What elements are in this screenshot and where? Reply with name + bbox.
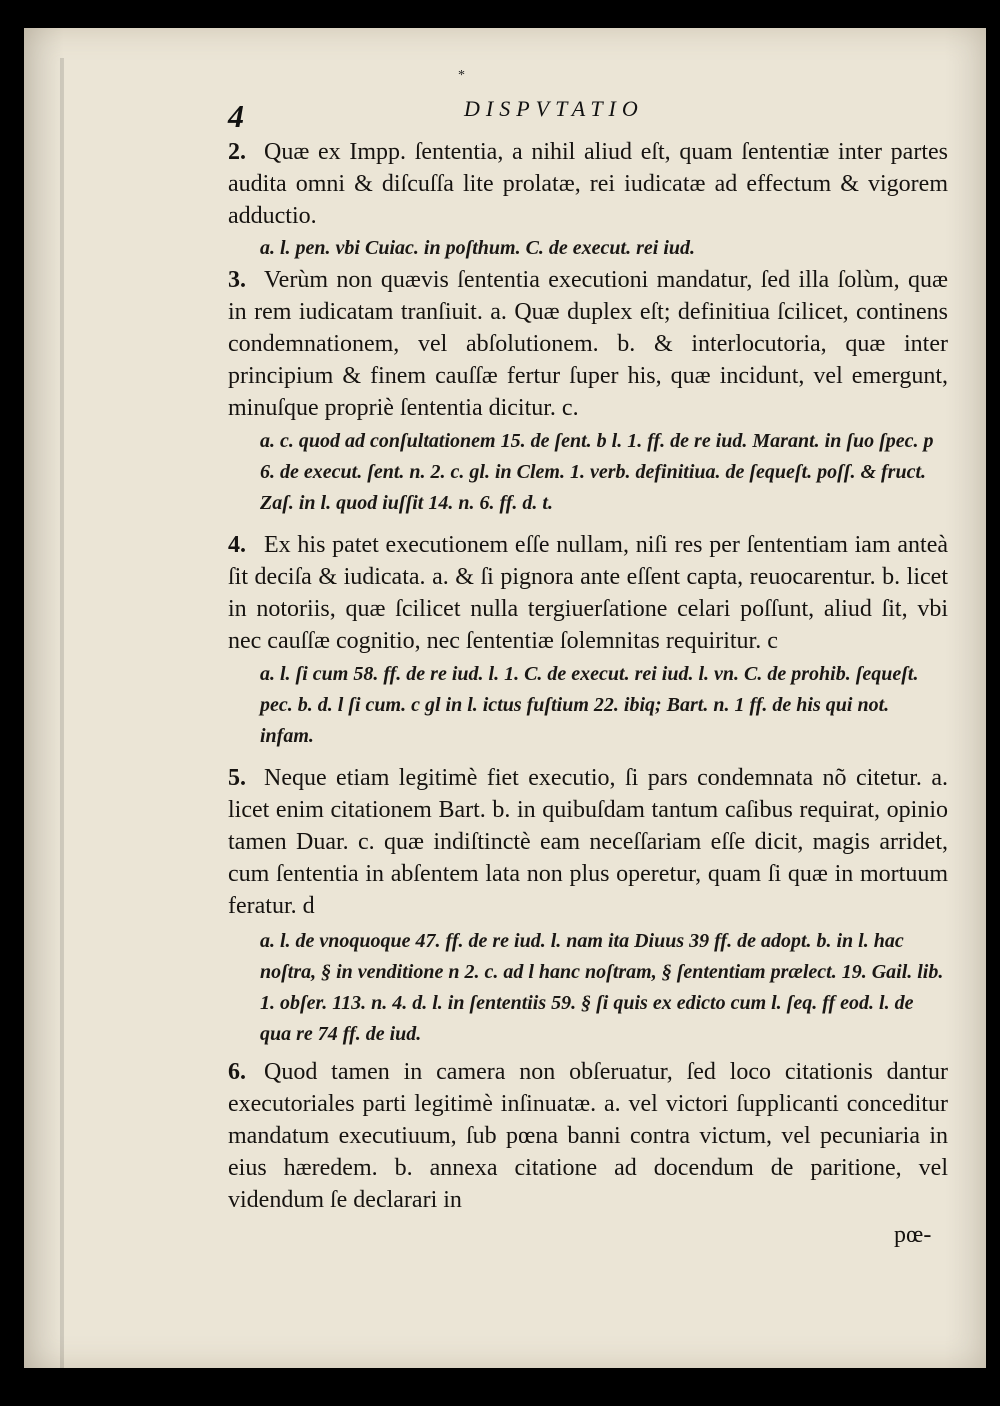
paragraph-5 [228, 762, 948, 922]
paragraph-number: 4. [228, 532, 246, 558]
paragraph-text: Quæ ex Impp. ſententia, a nihil aliud eſt, quam ſententiæ inter partes audita omni & diſcuſſa lite prolatæ, rei iudicatæ ad effectum & vigorem adductio. [228, 139, 948, 229]
paragraph-number: 5. [228, 765, 246, 791]
paragraph-4 [228, 529, 948, 657]
footnote-5: a. l. de vnoquoque 47. ff. de re iud. l. nam ita Diuus 39 ff. de adopt. b. in l. hac noſtra, § in venditione n 2. c. ad l hanc noſtram, § ſententiam prælect. 19. Gail. lib. 1. obſer. 113. n. 4. d. l. in ſententiis 59. § ſi quis ex edicto cum l. ſeq. ff eod. l. de qua re 74 ff. de iud. [260, 930, 944, 1045]
paragraph-text: Neque etiam legitimè fiet executio, ſi pars condemnata nõ citetur. a. licet enim citationem Bart. b. in quibuſdam tantum caſibus requirat, opinio tamen Duar. c. quæ indiſtinctè eam neceſſariam eſſe dicit, magis arridet, cum ſententia in abſentem lata non plus operetur, quam ſi quæ in mortuum feratur. d [228, 765, 948, 919]
paragraph-text: Quod tamen in camera non obſeruatur, ſed loco citationis dantur executoriales parti legitimè inſinuatæ. a. vel victori ſupplicanti conceditur mandatum executiuum, ſub pœna banni contra victum, vel pecuniaria in eius hæredem. b. annexa citatione ad docendum de paritione, vel videndum ſe declarari in [228, 1059, 948, 1213]
catchword: pœ- [894, 1222, 932, 1248]
page-gutter-shadow [60, 58, 64, 1378]
paragraph-text: Ex his patet executionem eſſe nullam, niſi res per ſententiam iam anteà ſit deciſa & iudicata. a. & ſi pignora ante eſſent capta, reuocarentur. b. licet in notoriis, quæ ſcilicet nulla tergiuerſatione celari poſſunt, aliud ſit, vbi nec cauſſæ cognitio, nec ſententiæ ſolemnitas requiritur. c [228, 532, 948, 654]
paragraph-2 [228, 136, 948, 232]
paragraph-number: 6. [228, 1059, 246, 1085]
paragraph-text: Verùm non quævis ſententia executioni mandatur, ſed illa ſolùm, quæ in rem iudicatam tranſiuit. a. Quæ duplex eſt; definitiua ſcilicet, continens condemnationem, vel abſolutionem. b. & interlocutoria, quæ inter principium & finem cauſſæ fertur ſuper his, quæ incidunt, vel emergunt, minuſque propriè ſententia dicitur. c. [228, 267, 948, 421]
running-head: DISPVTATIO [464, 96, 644, 121]
paragraph-6 [228, 1056, 948, 1216]
ornament-mark: * [458, 68, 465, 83]
page-number: 4 [228, 98, 244, 134]
footnote-4: a. l. ſi cum 58. ff. de re iud. l. 1. C. de execut. rei iud. l. vn. C. de prohib. ſequeſt. pec. b. d. l ſi cum. c gl in l. ictus fuſtium 22. ibiq; Bart. n. 1 ff. de his qui not. infam. [260, 663, 919, 747]
page-body [228, 136, 948, 1216]
footnote-3: a. c. quod ad conſultationem 15. de ſent. b l. 1. ff. de re iud. Marant. in ſuo ſpec. p 6. de execut. ſent. n. 2. c. gl. in Clem. 1. verb. definitiua. de ſequeſt. poſſ. & fruct. Zaſ. in l. quod iuſſit 14. n. 6. ff. d. t. [260, 430, 934, 514]
footnote-2: a. l. pen. vbi Cuiac. in poſthum. C. de execut. rei iud. [260, 237, 696, 259]
paragraph-number: 3. [228, 267, 246, 293]
paragraph-number: 2. [228, 139, 246, 165]
paragraph-3 [228, 264, 948, 424]
